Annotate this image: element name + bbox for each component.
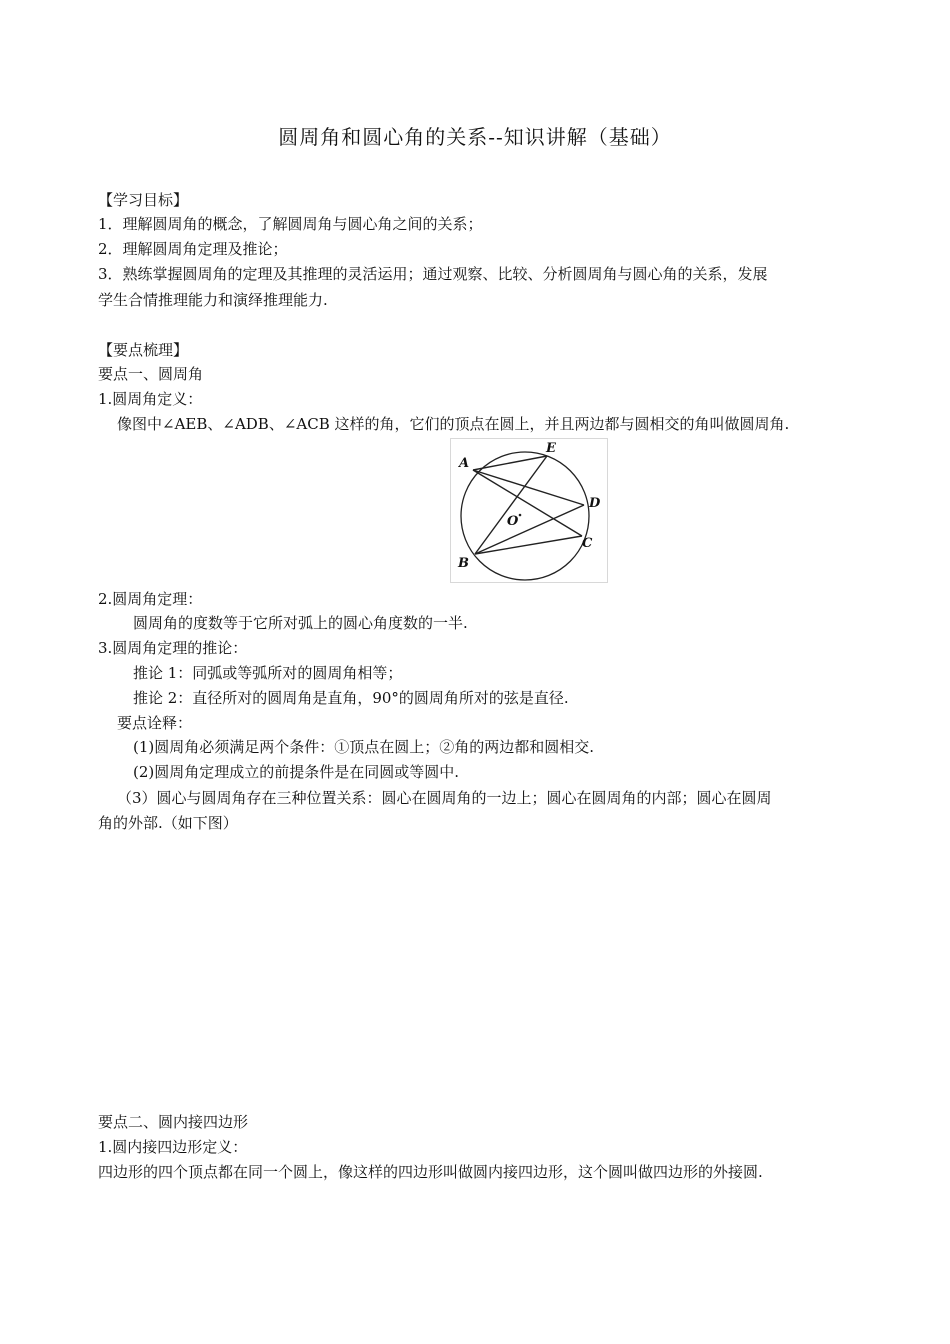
- chord-AC: [473, 470, 582, 536]
- section2-definition-title: 1.圆内接四边形定义：: [98, 1138, 248, 1156]
- label-O: O: [507, 514, 519, 529]
- page-title: 圆周角和圆心角的关系--知识讲解（基础）: [278, 125, 672, 149]
- note-1: (1)圆周角必须满足两个条件：①顶点在圆上；②角的两边都和圆相交.: [133, 738, 595, 756]
- section1-title: 要点一、圆周角: [98, 365, 204, 383]
- chord-AD: [473, 470, 584, 505]
- label-E: E: [546, 441, 556, 456]
- label-C: C: [582, 536, 593, 551]
- goal-item-1: 1．理解圆周角的概念，了解圆周角与圆心角之间的关系；: [98, 215, 483, 233]
- theorem-text: 圆周角的度数等于它所对弧上的圆心角度数的一半.: [133, 614, 468, 632]
- label-A: A: [459, 456, 470, 471]
- circle: [461, 452, 589, 580]
- note-2: (2)圆周角定理成立的前提条件是在同圆或等圆中.: [133, 763, 460, 781]
- notes-title: 要点诠释：: [117, 714, 193, 732]
- chord-BD: [475, 505, 584, 554]
- corollary-2: 推论 2：直径所对的圆周角是直角，90°的圆周角所对的弦是直径.: [133, 689, 569, 707]
- section2-definition-text: 四边形的四个顶点都在同一个圆上，像这样的四边形叫做圆内接四边形，这个圆叫做四边形的外接圆.: [98, 1163, 763, 1181]
- theorem-title: 2.圆周角定理：: [98, 590, 203, 608]
- inscribed-angle-diagram: [451, 439, 607, 582]
- corollary-1: 推论 1：同弧或等弧所对的圆周角相等；: [133, 664, 403, 682]
- chord-BC: [475, 536, 582, 554]
- chord-AE: [473, 456, 547, 470]
- points-heading: 【要点梳理】: [98, 341, 189, 359]
- definition-text: 像图中∠AEB、∠ADB、∠ACB 这样的角，它们的顶点在圆上，并且两边都与圆相交的角叫做圆周角.: [117, 415, 790, 433]
- circle-figure: [450, 438, 608, 583]
- goal-item-3: 3．熟练掌握圆周角的定理及其推理的灵活运用；通过观察、比较、分析圆周角与圆心角的关系，发展: [98, 265, 768, 283]
- goal-item-3-cont: 学生合情推理能力和演绎推理能力.: [98, 291, 328, 309]
- chord-BE: [475, 456, 547, 554]
- corollary-title: 3.圆周角定理的推论：: [98, 639, 248, 657]
- goal-item-2: 2．理解圆周角定理及推论；: [98, 240, 288, 258]
- definition-title: 1.圆周角定义：: [98, 390, 203, 408]
- note-3: （3）圆心与圆周角存在三种位置关系：圆心在圆周角的一边上；圆心在圆周角的内部；圆心在圆周: [117, 789, 772, 807]
- section2-title: 要点二、圆内接四边形: [98, 1113, 249, 1131]
- note-3-cont: 角的外部.（如下图）: [98, 814, 238, 832]
- label-B: B: [458, 556, 469, 571]
- goals-heading: 【学习目标】: [98, 191, 189, 209]
- label-D: D: [589, 496, 601, 511]
- center-point: [519, 514, 522, 517]
